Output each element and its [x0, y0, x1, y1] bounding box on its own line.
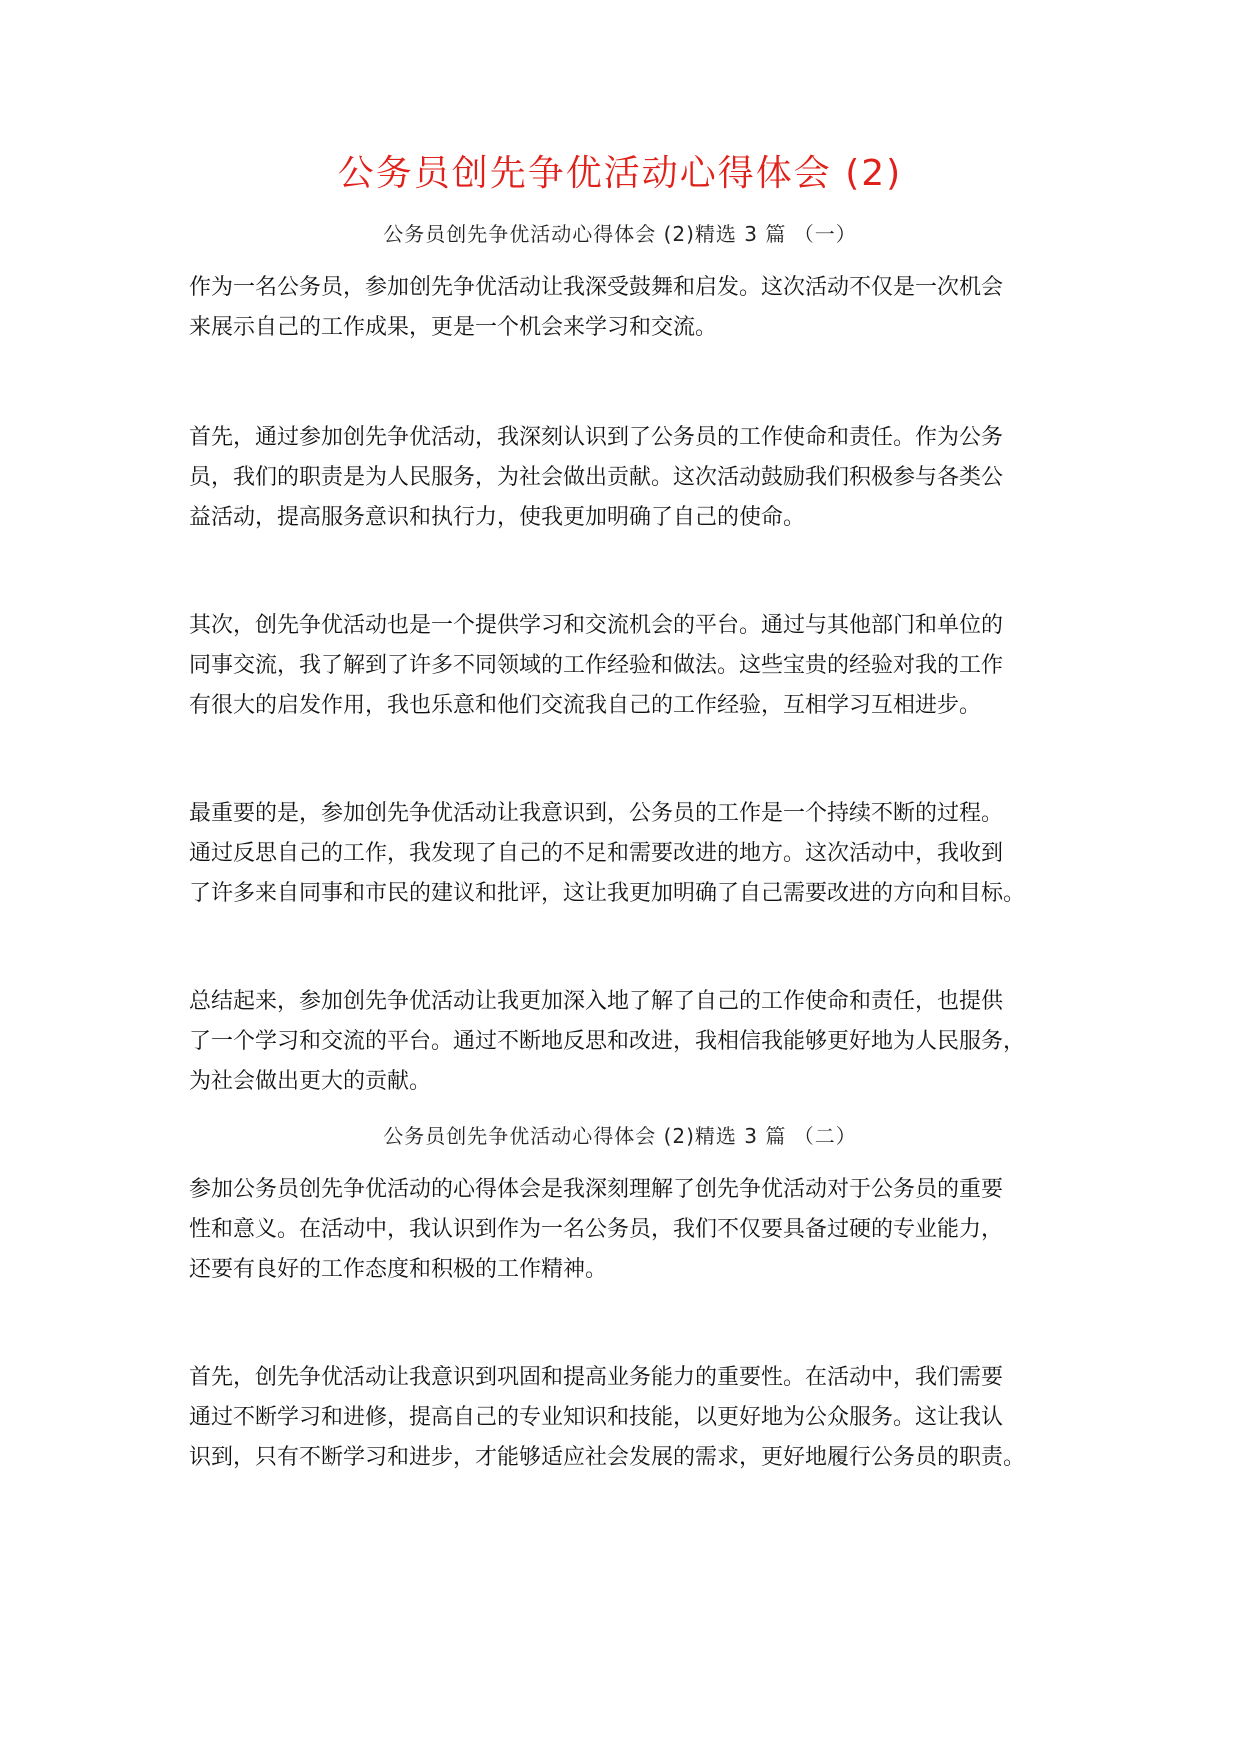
document-title: 公务员创先争优活动心得体会 (2)	[337, 153, 903, 194]
section-2-paragraph-1: 参加公务员创先争优活动的心得体会是我深刻理解了创先争优活动对于公务员的重要 性和意义。在活动中，我认识到作为一名公务员，我们不仅要具备过硬的专业能力， 还要有良好的工作态度和积极的工作精神。	[189, 1177, 1004, 1282]
section-1-paragraph-4: 最重要的是，参加创先争优活动让我意识到，公务员的工作是一个持续不断的过程。 通过反思自己的工作，我发现了自己的不足和需要改进的地方。这次活动中，我收到 了许多来自同事和市民的建议和批评，这让我更加明确了自己需要改进的方向和目标。	[189, 801, 1026, 906]
section-2-paragraph-2: 首先，创先争优活动让我意识到巩固和提高业务能力的重要性。在活动中，我们需要 通过不断学习和进修，提高自己的专业知识和技能，以更好地为公众服务。这让我认 识到，只有不断学习和进步，才能够适应社会发展的需求，更好地履行公务员的职责。	[189, 1365, 1026, 1470]
section-1-paragraph-2: 首先，通过参加创先争优活动，我深刻认识到了公务员的工作使命和责任。作为公务 员，我们的职责是为人民服务，为社会做出贡献。这次活动鼓励我们积极参与各类公 益活动，提高服务意识和执行力，使我更加明确了自己的使命。	[189, 425, 1004, 530]
section-heading-2: 公务员创先争优活动心得体会 (2)精选 3 篇 （二）	[383, 1124, 857, 1148]
section-1-paragraph-3: 其次，创先争优活动也是一个提供学习和交流机会的平台。通过与其他部门和单位的 同事交流，我了解到了许多不同领域的工作经验和做法。这些宝贵的经验对我的工作 有很大的启发作用，我也乐意和他们交流我自己的工作经验，互相学习互相进步。	[189, 613, 1004, 718]
section-1-paragraph-5: 总结起来，参加创先争优活动让我更加深入地了解了自己的工作使命和责任，也提供 了一个学习和交流的平台。通过不断地反思和改进，我相信我能够更好地为人民服务， 为社会做出更大的贡献。	[189, 989, 1026, 1094]
section-1-paragraph-1: 作为一名公务员，参加创先争优活动让我深受鼓舞和启发。这次活动不仅是一次机会 来展示自己的工作成果，更是一个机会来学习和交流。	[189, 275, 1004, 340]
section-heading-1: 公务员创先争优活动心得体会 (2)精选 3 篇 （一）	[383, 222, 857, 246]
